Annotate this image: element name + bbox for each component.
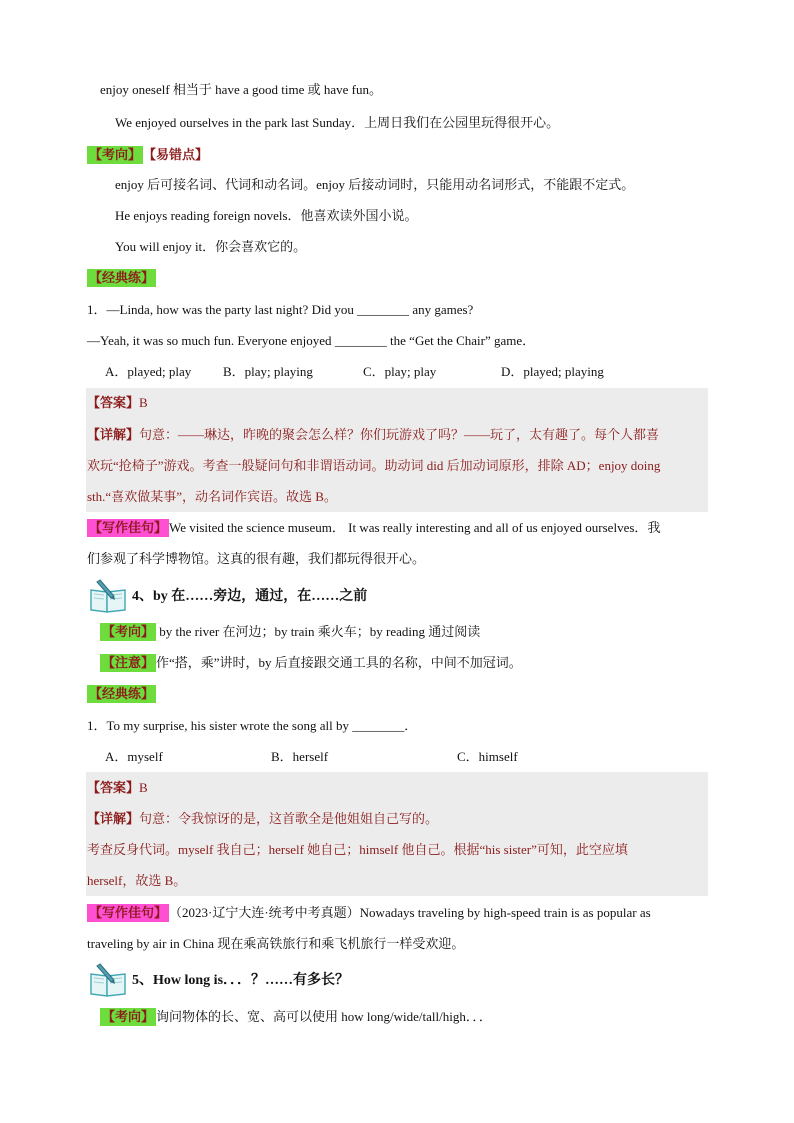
option-b: B．play; playing [223, 364, 313, 379]
kaowen-text: 询问物体的长、宽、高可以使用 how long/wide/tall/high．．． [156, 1009, 492, 1024]
note-tag: 【注意】 [102, 655, 155, 670]
detail-line: herself，故选 B。 [87, 873, 187, 888]
answer-row [87, 778, 148, 798]
detail-line: 欢玩“抢椅子”游戏。考查一般疑问句和非谓语动词。助动词 did 后加动词原形，排除 AD；enjoy doing [87, 458, 661, 473]
exercise-tag: 【经典练】 [89, 686, 155, 701]
section-4-heading [88, 576, 367, 614]
option-a: A．played; play [105, 364, 192, 379]
writing-line: 们参观了科学博物馆。这真的很有趣，我们都玩得很开心。 [87, 551, 426, 566]
answer-tag: 【答案】 [87, 395, 140, 410]
kaowen-row [87, 145, 208, 165]
answer-value: B [139, 780, 148, 795]
book-pencil-icon [88, 576, 128, 614]
book-pencil-icon [88, 960, 128, 998]
exercise-tag-row [87, 684, 156, 704]
detail-tag: 【详解】 [87, 811, 140, 826]
writing-tag: 【写作佳句】 [89, 520, 168, 535]
answer-value: B [139, 395, 148, 410]
option-c: C．himself [457, 749, 518, 764]
writing-row [87, 903, 651, 923]
detail-line: 考查反身代词。myself 我自己；herself 她自己；himself 他自己。根据“his sister”可知，此空应填 [87, 842, 628, 857]
section-5-heading [88, 960, 349, 998]
detail-line [87, 809, 438, 829]
writing-text: （2023·辽宁大连·统考中考真题）Nowadays traveling by high-speed train is as popular as [169, 905, 651, 920]
kaowen-tag: 【考向】 [102, 1009, 155, 1024]
detail-line: sth.“喜欢做某事”，动名词作宾语。故选 B。 [87, 489, 337, 504]
enjoy-oneself-line: enjoy oneself 相当于 have a good time 或 have fun。 [100, 82, 382, 97]
writing-row [87, 518, 660, 538]
kaowen-row [100, 622, 480, 642]
section-5-title: 5、How long is．．．？……有多长？ [132, 973, 350, 988]
example-sentence: You will enjoy it．你会喜欢它的。 [115, 239, 307, 254]
detail-tag: 【详解】 [87, 427, 140, 442]
option-c: C．play; play [363, 364, 437, 379]
option-a: A．myself [105, 749, 163, 764]
option-b: B．herself [271, 749, 329, 764]
options-row [105, 362, 604, 382]
option-d: D．played; playing [501, 364, 604, 379]
question-line: —Yeah, it was so much fun. Everyone enjoyed ________ the “Get the Chair” game． [87, 333, 536, 348]
exercise-tag: 【经典练】 [89, 270, 155, 285]
kaowen-tag: 【考向】 [102, 624, 155, 639]
detail-text: 句意：令我惊讶的是，这首歌全是他姐姐自己写的。 [139, 811, 439, 826]
rule-text: enjoy 后可接名词、代词和动名词。enjoy 后接动词时，只能用动名词形式，不能跟不定式。 [115, 177, 635, 192]
error-point-label: 【易错点】 [143, 147, 209, 162]
question-line: 1．—Linda, how was the party last night? Did you ________ any games? [87, 302, 474, 317]
kaowen-row [100, 1007, 492, 1027]
writing-text: We visited the science museum． It was really interesting and all of us enjoyed ourselves．我 [169, 520, 661, 535]
options-row [105, 747, 518, 767]
detail-text: 句意：——琳达，昨晚的聚会怎么样？你们玩游戏了吗？——玩了，太有趣了。每个人都喜 [139, 427, 660, 442]
kaowen-tag: 【考向】 [89, 147, 142, 162]
example-sentence: He enjoys reading foreign novels．他喜欢读外国小说。 [115, 208, 418, 223]
kaowen-text: by the river 在河边；by train 乘火车；by reading 通过阅读 [156, 624, 481, 639]
answer-row [87, 393, 148, 413]
answer-tag: 【答案】 [87, 780, 140, 795]
note-text: 作“搭，乘”讲时，by 后直接跟交通工具的名称，中间不加冠词。 [156, 655, 522, 670]
exercise-tag-row [87, 268, 156, 288]
writing-line: traveling by air in China 现在乘高铁旅行和乘飞机旅行一样受欢迎。 [87, 936, 465, 951]
question-line: 1．To my surprise, his sister wrote the song all by ________． [87, 718, 418, 733]
note-row [100, 653, 522, 673]
example-sentence: We enjoyed ourselves in the park last Sunday．上周日我们在公园里玩得很开心。 [115, 115, 560, 130]
section-4-title: 4、by 在……旁边，通过，在……之前 [132, 589, 368, 604]
detail-line [87, 425, 659, 445]
writing-tag: 【写作佳句】 [89, 905, 168, 920]
